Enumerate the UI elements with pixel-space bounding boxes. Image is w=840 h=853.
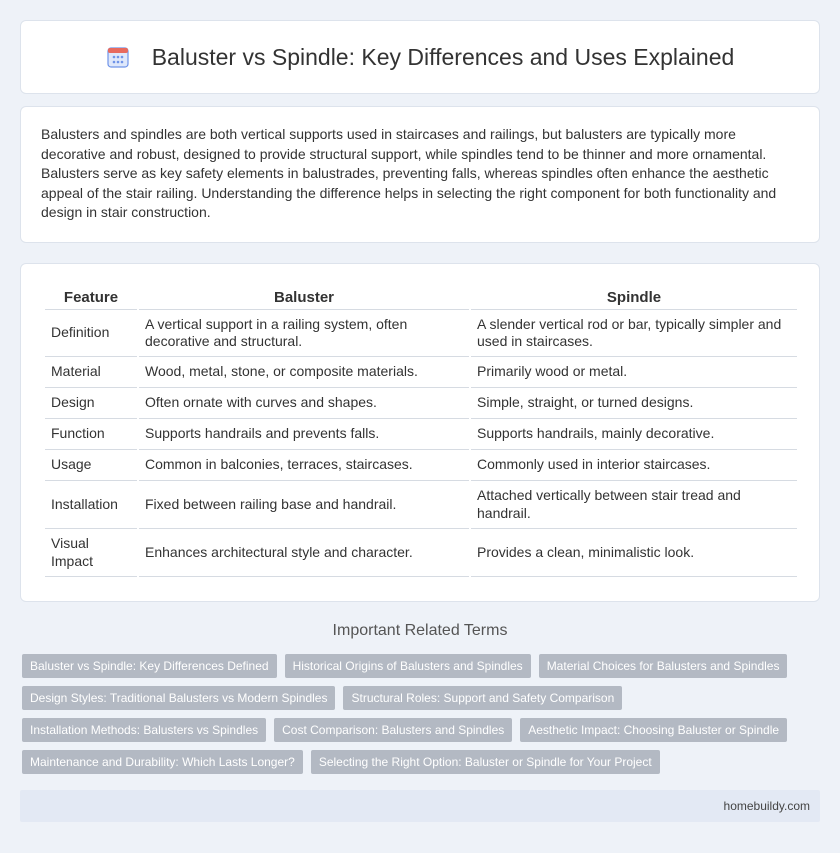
baluster-cell: Enhances architectural style and character. [139,529,469,577]
spindle-cell: Provides a clean, minimalistic look. [471,529,797,577]
column-header-spindle: Spindle [471,284,797,310]
related-term-tag[interactable]: Baluster vs Spindle: Key Differences Defined [22,654,277,678]
related-term-tag[interactable]: Historical Origins of Balusters and Spindles [285,654,531,678]
related-term-tag[interactable]: Selecting the Right Option: Baluster or Spindle for Your Project [311,750,660,774]
table-row [45,450,797,481]
feature-cell: Design [45,388,137,419]
baluster-cell: A vertical support in a railing system, often decorative and structural. [139,310,469,357]
table-header-row [45,284,797,310]
calendar-icon [106,45,130,69]
comparison-table-card [20,263,820,602]
footer-site-link[interactable]: homebuildy.com [723,799,810,813]
comparison-table [43,284,799,577]
baluster-cell: Often ornate with curves and shapes. [139,388,469,419]
related-term-tag[interactable]: Material Choices for Balusters and Spindles [539,654,788,678]
header [21,21,819,93]
feature-cell: Function [45,419,137,450]
table-row [45,388,797,419]
table-row [45,481,797,529]
related-terms-list [22,654,822,782]
feature-cell: Definition [45,310,137,357]
baluster-cell: Supports handrails and prevents falls. [139,419,469,450]
related-term-tag[interactable]: Installation Methods: Balusters vs Spindles [22,718,266,742]
feature-cell: Visual Impact [45,529,137,577]
page-title: Baluster vs Spindle: Key Differences and Uses Explained [151,43,735,70]
baluster-cell: Fixed between railing base and handrail. [139,481,469,529]
baluster-cell: Wood, metal, stone, or composite materials. [139,357,469,388]
intro-card [20,106,820,243]
table-row [45,529,797,577]
baluster-cell: Common in balconies, terraces, staircases. [139,450,469,481]
spindle-cell: Attached vertically between stair tread and handrail. [471,481,797,529]
intro-paragraph: Balusters and spindles are both vertical supports used in staircases and railings, but balusters are typically more decorative and robust, designed to provide structural support, while spindles tend to be thinner and more ornamental. Balusters serve as key safety elements in balustrades, preventing falls, whereas spindles often enhance the aesthetic appeal of the stair railing. Understanding the difference helps in selecting the right component for both functionality and design in stair construction. [41,126,777,221]
footer [20,790,820,822]
table-row [45,357,797,388]
related-term-tag[interactable]: Aesthetic Impact: Choosing Baluster or Spindle [520,718,787,742]
related-term-tag[interactable]: Cost Comparison: Balusters and Spindles [274,718,512,742]
related-term-tag[interactable]: Structural Roles: Support and Safety Comparison [343,686,622,710]
feature-cell: Usage [45,450,137,481]
column-header-baluster: Baluster [139,284,469,310]
table-row [45,310,797,357]
spindle-cell: Supports handrails, mainly decorative. [471,419,797,450]
column-header-feature: Feature [45,284,137,310]
spindle-cell: Simple, straight, or turned designs. [471,388,797,419]
feature-cell: Installation [45,481,137,529]
related-term-tag[interactable]: Maintenance and Durability: Which Lasts Longer? [22,750,303,774]
header-card [20,20,820,94]
spindle-cell: Commonly used in interior staircases. [471,450,797,481]
spindle-cell: Primarily wood or metal. [471,357,797,388]
table-row [45,419,797,450]
feature-cell: Material [45,357,137,388]
related-term-tag[interactable]: Design Styles: Traditional Balusters vs Modern Spindles [22,686,335,710]
related-terms-heading: Important Related Terms [332,622,508,639]
spindle-cell: A slender vertical rod or bar, typically simpler and used in staircases. [471,310,797,357]
